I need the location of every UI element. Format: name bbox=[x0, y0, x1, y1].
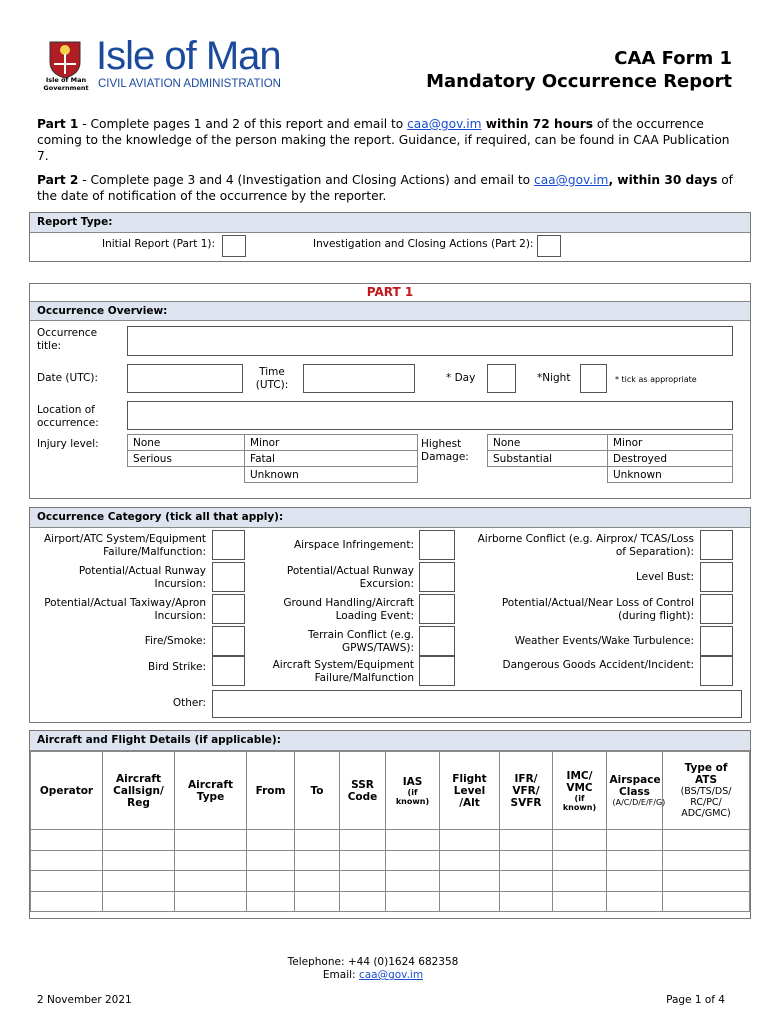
intro-part1 bbox=[37, 116, 737, 164]
cat-airspace-infringement-checkbox[interactable] bbox=[419, 530, 455, 560]
date-input[interactable] bbox=[127, 364, 243, 393]
cat-loss-of-control-label: Potential/Actual/Near Loss of Control (during flight): bbox=[501, 597, 694, 622]
cat-runway-incursion-label: Potential/Actual Runway Incursion: bbox=[78, 565, 206, 590]
injury-none[interactable]: None bbox=[128, 435, 245, 451]
crest-text: Isle of Man Government bbox=[43, 76, 89, 92]
cat-level-bust-label: Level Bust: bbox=[635, 571, 694, 583]
aircraft-details-section bbox=[29, 730, 751, 919]
location-label: Location of occurrence: bbox=[37, 404, 99, 429]
part2-text2: of the date of notification of the occurrence by the reporter. bbox=[37, 173, 733, 203]
col-callsign bbox=[103, 752, 175, 830]
investigation-checkbox[interactable] bbox=[537, 235, 561, 257]
cat-aircraft-system-checkbox[interactable] bbox=[419, 656, 455, 686]
report-type-heading: Report Type: bbox=[30, 213, 750, 233]
col-ias-label: IAS bbox=[402, 775, 423, 788]
footer-email-link[interactable]: caa@gov.im bbox=[358, 969, 424, 981]
col-ssr bbox=[340, 752, 386, 830]
col-flight-rules bbox=[500, 752, 553, 830]
occurrence-overview-section bbox=[29, 283, 751, 499]
injury-minor[interactable]: Minor bbox=[245, 435, 418, 451]
damage-destroyed[interactable]: Destroyed bbox=[608, 451, 733, 467]
form-title: Mandatory Occurrence Report bbox=[426, 71, 732, 92]
damage-none[interactable]: None bbox=[488, 435, 608, 451]
col-callsign-label: Aircraft Callsign/ Reg bbox=[113, 772, 164, 809]
col-ssr-label: SSR Code bbox=[347, 778, 378, 803]
col-from bbox=[247, 752, 295, 830]
footer-email bbox=[0, 969, 746, 981]
col-flight-level bbox=[440, 752, 500, 830]
cat-other-label: Other: bbox=[172, 697, 206, 709]
part1-label: Part 1 bbox=[37, 117, 79, 131]
footer-page-number: Page 1 of 4 bbox=[666, 994, 725, 1006]
cat-terrain-conflict-checkbox[interactable] bbox=[419, 626, 455, 656]
damage-minor[interactable]: Minor bbox=[608, 435, 733, 451]
cat-airport-atc-checkbox[interactable] bbox=[212, 530, 245, 560]
col-flight-rules-label: IFR/ VFR/ SVFR bbox=[510, 772, 542, 809]
aircraft-row bbox=[31, 850, 750, 871]
part2-deadline: , within 30 days bbox=[608, 173, 718, 187]
highest-damage-label: Highest Damage: bbox=[421, 438, 469, 463]
time-label: Time (UTC): bbox=[255, 366, 289, 391]
col-to-label: To bbox=[310, 784, 324, 797]
col-imc-vmc-label: IMC/ VMC bbox=[566, 769, 593, 794]
occurrence-category-section bbox=[29, 507, 751, 723]
part1-email-link[interactable]: caa@gov.im bbox=[407, 117, 482, 131]
tick-note: * tick as appropriate bbox=[615, 375, 697, 384]
injury-serious[interactable]: Serious bbox=[128, 451, 245, 467]
occurrence-title-input[interactable] bbox=[127, 326, 733, 356]
cat-ground-handling-checkbox[interactable] bbox=[419, 594, 455, 624]
cat-fire-smoke-label: Fire/Smoke: bbox=[144, 635, 206, 647]
part1-text2: of the occurrence coming to the knowledge of the person making the report. Guidance, if required, can be found in CAA Publication 7. bbox=[37, 117, 730, 163]
injury-unknown[interactable]: Unknown bbox=[245, 467, 418, 483]
cat-dangerous-goods-label: Dangerous Goods Accident/Incident: bbox=[502, 659, 694, 671]
aircraft-row bbox=[31, 871, 750, 892]
col-aircraft-type-label: Aircraft Type bbox=[188, 778, 233, 803]
cat-dangerous-goods-checkbox[interactable] bbox=[700, 656, 733, 686]
time-input[interactable] bbox=[303, 364, 415, 393]
col-ias-sub: (if known) bbox=[395, 787, 430, 806]
col-airspace-class-sub: (A/C/D/E/F/G) bbox=[612, 798, 666, 807]
injury-fatal[interactable]: Fatal bbox=[245, 451, 418, 467]
cat-bird-strike-label: Bird Strike: bbox=[148, 661, 206, 673]
cat-loss-of-control-checkbox[interactable] bbox=[700, 594, 733, 624]
aircraft-table bbox=[30, 751, 750, 912]
night-checkbox[interactable] bbox=[580, 364, 607, 393]
occurrence-title-label: Occurrence title: bbox=[37, 327, 98, 352]
injury-level-table bbox=[127, 434, 418, 483]
day-checkbox[interactable] bbox=[487, 364, 516, 393]
cat-terrain-conflict-label: Terrain Conflict (e.g. GPWS/TAWS): bbox=[308, 629, 414, 654]
damage-substantial[interactable]: Substantial bbox=[488, 451, 608, 467]
part1-banner: PART 1 bbox=[366, 285, 414, 299]
cat-fire-smoke-checkbox[interactable] bbox=[212, 626, 245, 656]
part2-label: Part 2 bbox=[37, 173, 79, 187]
part1-deadline: within 72 hours bbox=[481, 117, 594, 131]
logo-subtitle: CIVIL AVIATION ADMINISTRATION bbox=[98, 78, 281, 90]
col-imc-vmc-sub: (if known) bbox=[562, 793, 597, 812]
cat-ground-handling-label: Ground Handling/Aircraft Loading Event: bbox=[283, 597, 414, 622]
col-ats bbox=[663, 752, 750, 830]
col-airspace-class bbox=[607, 752, 666, 830]
col-aircraft-type bbox=[175, 752, 247, 830]
cat-bird-strike-checkbox[interactable] bbox=[212, 656, 245, 686]
cat-airspace-infringement-label: Airspace Infringement: bbox=[293, 539, 414, 551]
date-label: Date (UTC): bbox=[37, 372, 98, 384]
part1-text1: - Complete pages 1 and 2 of this report and email to bbox=[78, 117, 408, 131]
part2-text1: - Complete page 3 and 4 (Investigation and Closing Actions) and email to bbox=[78, 173, 535, 187]
cat-weather-label: Weather Events/Wake Turbulence: bbox=[514, 635, 694, 647]
footer-email-label: Email: bbox=[322, 969, 359, 981]
col-ats-sub: (BS/TS/DS/ RC/PC/ ADC/GMC) bbox=[680, 786, 732, 819]
day-label: * Day bbox=[446, 372, 476, 384]
cat-taxiway-incursion-label: Potential/Actual Taxiway/Apron Incursion: bbox=[44, 597, 206, 622]
report-type-section bbox=[29, 212, 751, 262]
cat-runway-incursion-checkbox[interactable] bbox=[212, 562, 245, 592]
intro-part2 bbox=[37, 172, 737, 204]
initial-report-checkbox[interactable] bbox=[222, 235, 246, 257]
overview-heading: Occurrence Overview: bbox=[30, 301, 750, 321]
aircraft-row bbox=[31, 891, 750, 912]
initial-report-label: Initial Report (Part 1): bbox=[102, 238, 216, 250]
logo-title: Isle of Man bbox=[96, 34, 281, 78]
footer-telephone: Telephone: +44 (0)1624 682358 bbox=[287, 956, 459, 968]
cat-airport-atc-label: Airport/ATC System/Equipment Failure/Malfunction: bbox=[43, 533, 206, 558]
aircraft-heading: Aircraft and Flight Details (if applicable): bbox=[30, 731, 750, 751]
damage-empty-cell bbox=[488, 467, 608, 483]
cat-runway-excursion-label: Potential/Actual Runway Excursion: bbox=[286, 565, 414, 590]
cat-other-input[interactable] bbox=[212, 690, 742, 718]
col-imc-vmc bbox=[553, 752, 607, 830]
footer-date: 2 November 2021 bbox=[37, 994, 132, 1006]
aircraft-row bbox=[31, 830, 750, 851]
aircraft-table-header bbox=[31, 752, 750, 830]
cat-weather-checkbox[interactable] bbox=[700, 626, 733, 656]
col-operator-label: Operator bbox=[39, 784, 94, 797]
part2-email-link[interactable]: caa@gov.im bbox=[534, 173, 609, 187]
col-ias bbox=[386, 752, 440, 830]
col-to bbox=[295, 752, 340, 830]
cat-runway-excursion-checkbox[interactable] bbox=[419, 562, 455, 592]
col-flight-level-label: Flight Level /Alt bbox=[452, 772, 487, 809]
night-label: *Night bbox=[537, 372, 571, 384]
form-number: CAA Form 1 bbox=[614, 48, 732, 69]
cat-airborne-conflict-checkbox[interactable] bbox=[700, 530, 733, 560]
col-ats-label: Type of ATS bbox=[684, 762, 728, 786]
injury-level-label: Injury level: bbox=[37, 438, 99, 450]
damage-unknown[interactable]: Unknown bbox=[608, 467, 733, 483]
investigation-label: Investigation and Closing Actions (Part 2): bbox=[313, 238, 534, 250]
location-input[interactable] bbox=[127, 401, 733, 430]
col-from-label: From bbox=[255, 784, 286, 797]
cat-airborne-conflict-label: Airborne Conflict (e.g. Airprox/ TCAS/Loss of Separation): bbox=[477, 533, 694, 558]
cat-level-bust-checkbox[interactable] bbox=[700, 562, 733, 592]
category-heading: Occurrence Category (tick all that apply): bbox=[30, 508, 750, 528]
col-operator bbox=[31, 752, 103, 830]
col-airspace-class-label: Airspace Class bbox=[609, 774, 661, 798]
cat-aircraft-system-label: Aircraft System/Equipment Failure/Malfunction bbox=[272, 659, 414, 684]
injury-empty-cell bbox=[128, 467, 245, 483]
cat-taxiway-incursion-checkbox[interactable] bbox=[212, 594, 245, 624]
damage-table bbox=[487, 434, 733, 483]
